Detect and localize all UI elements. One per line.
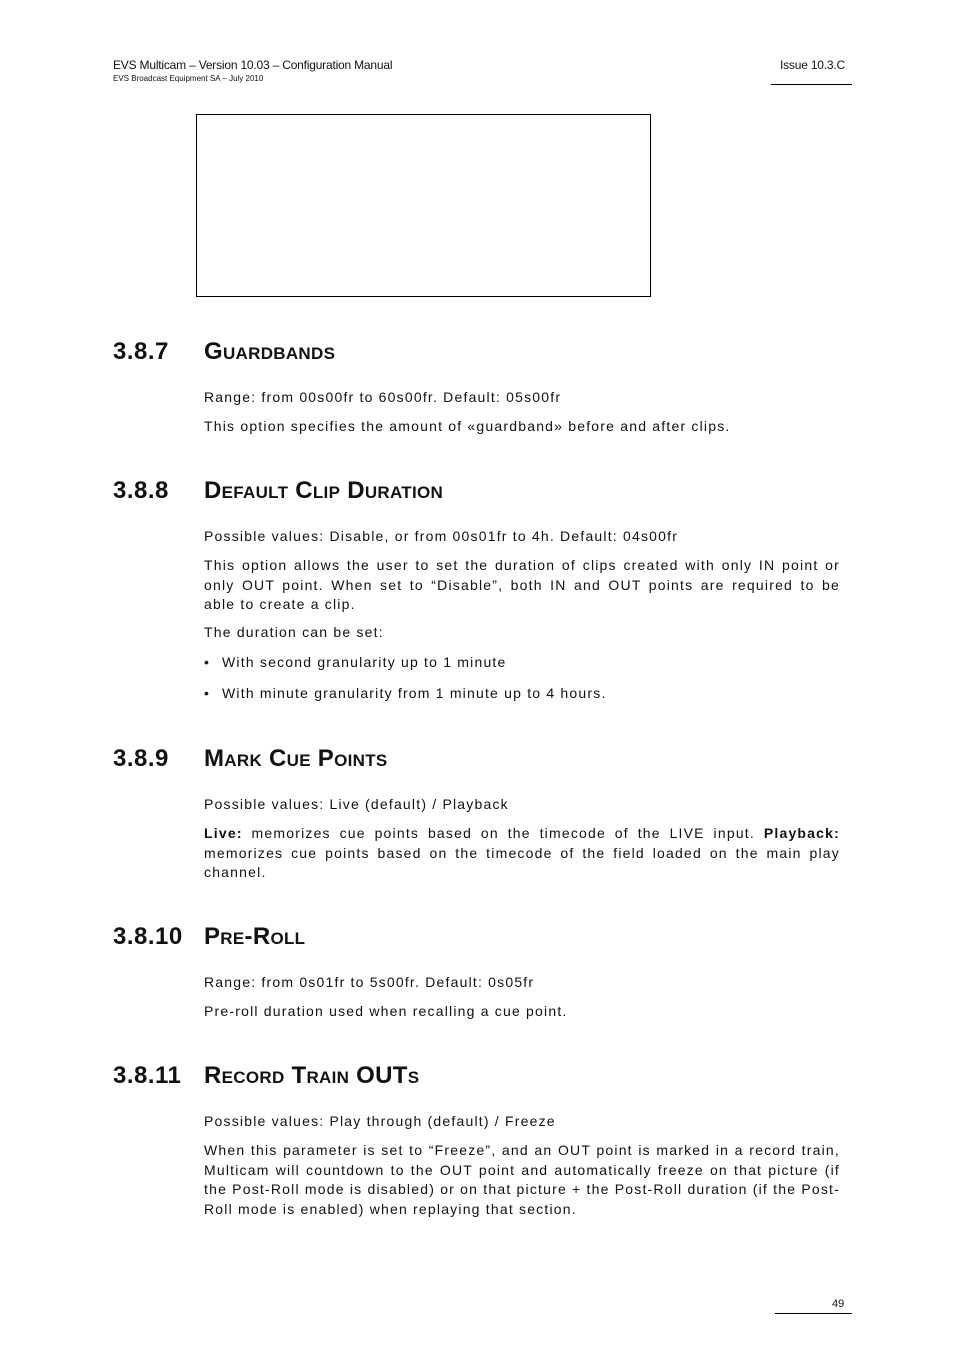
paragraph: The duration can be set: — [204, 624, 384, 640]
live-label: Live: — [204, 825, 243, 841]
section-title: Pre-Roll — [204, 923, 306, 950]
section-number: 3.8.11 — [113, 1062, 182, 1089]
header-subtitle: EVS Broadcast Equipment SA – July 2010 — [113, 74, 264, 83]
paragraph: Pre-roll duration used when recalling a cue point. — [204, 1003, 568, 1019]
paragraph: Possible values: Play through (default) / Freeze — [204, 1113, 556, 1129]
paragraph — [204, 824, 840, 883]
bullet-icon: • — [204, 654, 211, 670]
section-heading-mark-cue-points — [113, 745, 388, 773]
paragraph: Possible values: Disable, or from 00s01fr to 4h. Default: 04s00fr — [204, 528, 679, 544]
paragraph: Possible values: Live (default) / Playback — [204, 796, 509, 812]
section-number: 3.8.9 — [113, 745, 169, 772]
section-number: 3.8.8 — [113, 477, 169, 504]
section-heading-record-train-outs — [113, 1062, 419, 1090]
paragraph: When this parameter is set to “Freeze”, and an OUT point is marked in a record train, Multicam will countdown to the OUT point and automatically freeze on that picture (if the Post-Roll mode is disabled) or on that picture + the Post-Roll duration (if the Post-Roll mode is enabled) when replaying that section. — [204, 1142, 840, 1217]
paragraph: This option specifies the amount of «guardband» before and after clips. — [204, 418, 731, 434]
paragraph: This option allows the user to set the duration of clips created with only IN point or only OUT point. When set to “Disable”, both IN and OUT points are required to be able to create a clip. — [204, 557, 840, 612]
footer-rule — [775, 1313, 852, 1314]
section-title: Mark Cue Points — [204, 745, 388, 772]
header-title: EVS Multicam – Version 10.03 – Configuration Manual — [113, 58, 393, 72]
list-item — [204, 685, 607, 701]
paragraph: Range: from 0s01fr to 5s00fr. Default: 0s05fr — [204, 974, 535, 990]
playback-label: Playback: — [763, 825, 841, 841]
list-item-text: With second granularity up to 1 minute — [222, 654, 507, 670]
header-rule — [771, 84, 852, 85]
list-item — [204, 654, 507, 670]
section-heading-guardbands — [113, 338, 335, 366]
page-number: 49 — [832, 1298, 845, 1310]
live-description: memorizes cue points based on the timecode of the LIVE input. — [242, 825, 755, 841]
section-heading-default-clip-duration — [113, 477, 443, 505]
header-issue: Issue 10.3.C — [780, 58, 845, 72]
bullet-icon: • — [204, 685, 211, 701]
section-title: Record Train OUTs — [204, 1062, 420, 1089]
playback-description: memorizes cue points based on the timecode of the field loaded on the main play channel. — [204, 844, 840, 880]
section-title: Default Clip Duration — [204, 477, 444, 504]
section-number: 3.8.7 — [113, 338, 169, 365]
list-item-text: With minute granularity from 1 minute up to 4 hours. — [222, 685, 607, 701]
section-heading-pre-roll — [113, 923, 305, 951]
section-number: 3.8.10 — [113, 923, 183, 950]
figure-placeholder — [196, 114, 651, 297]
paragraph: Range: from 00s00fr to 60s00fr. Default: 05s00fr — [204, 389, 562, 405]
section-title: Guardbands — [204, 338, 336, 365]
